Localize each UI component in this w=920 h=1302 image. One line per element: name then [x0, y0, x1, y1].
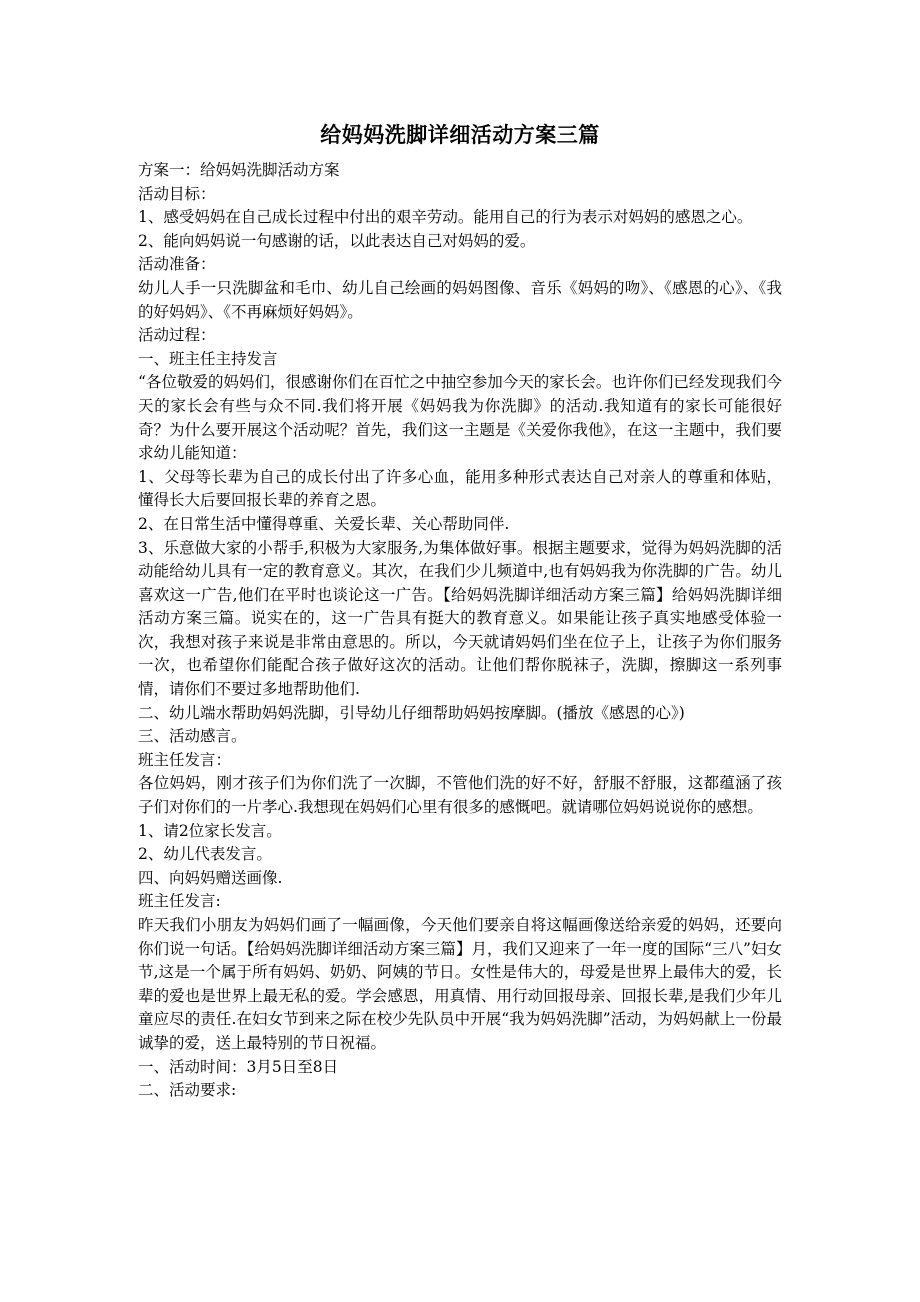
list-item: 1、父母等长辈为自己的成长付出了许多心血，能用多种形式表达自己对亲人的尊重和体贴，懂得长大后要回报长辈的养育之恩。: [138, 467, 782, 510]
document-body: [138, 159, 782, 1103]
process-step-heading: 一、班主任主持发言: [138, 349, 278, 368]
section-label-process: 活动过程：: [138, 326, 216, 345]
section-label-preparation: 活动准备：: [138, 255, 216, 274]
process-step-heading: 四、向妈妈赠送画像.: [138, 868, 283, 887]
speech-paragraph: “各位敬爱的妈妈们，很感谢你们在百忙之中抽空参加今天的家长会。也许你们已经发现我们今天的家长会有些与众不同.我们将开展《妈妈我为你洗脚》的活动.我知道有的家长可能很好奇？为什么要开展这个活动呢？首先，我们这一主题是《关爱你我他》，在这一主题中，我们要求幼儿能知道：: [138, 373, 782, 463]
speech-paragraph: 昨天我们小朋友为妈妈们画了一幅画像，今天他们要亲自将这幅画像送给亲爱的妈妈，还要向你们说一句话。【给妈妈洗脚详细活动方案三篇】月，我们又迎来了一年一度的国际“三八”妇女节,这是一个属于所有妈妈、奶奶、阿姨的节日。女性是伟大的，母爱是世界上最伟大的爱，长辈的爱也是世界上最无私的爱。学会感恩，用真情、用行动回报母亲、回报长辈,是我们少年儿童应尽的责任.在妇女节到来之际在校少先队员中开展“我为妈妈洗脚”活动，为妈妈献上一份最诚挚的爱，送上最特别的节日祝福。: [138, 916, 782, 1052]
speaker-label: 班主任发言：: [138, 750, 232, 769]
process-step-heading: 二、幼儿端水帮助妈妈洗脚，引导幼儿仔细帮助妈妈按摩脚。(播放《感恩的心》): [138, 703, 685, 722]
goal-item: 2、能向妈妈说一句感谢的话，以此表达自己对妈妈的爱。: [138, 231, 536, 250]
list-item: 1、请2位家长发言。: [138, 821, 282, 840]
activity-time: 一、活动时间：3月5日至8日: [138, 1057, 339, 1076]
activity-requirements-heading: 二、活动要求:: [138, 1081, 237, 1100]
speaker-label: 班主任发言:: [138, 892, 221, 911]
section-label-goals: 活动目标：: [138, 184, 216, 203]
list-item: 2、在日常生活中懂得尊重、关爱长辈、关心帮助同伴.: [138, 514, 510, 533]
preparation-text: 幼儿人手一只洗脚盆和毛巾、幼儿自己绘画的妈妈图像、音乐《妈妈的吻》、《感恩的心》、《我的好妈妈》、《不再麻烦好妈妈》。: [138, 278, 782, 321]
list-item: 3、乐意做大家的小帮手,积极为大家服务,为集体做好事。根据主题要求，觉得为妈妈洗脚的活动能给幼儿具有一定的教育意义。其次，在我们少儿频道中,也有妈妈我为你洗脚的广告。幼儿喜欢这一广告,他们在平时也谈论这一广告。【给妈妈洗脚详细活动方案三篇】给妈妈洗脚详细活动方案三篇。说实在的，这一广告具有挺大的教育意义。如果能让孩子真实地感受体验一次，我想对孩子来说是非常由意思的。所以，今天就请妈妈们坐在位子上，让孩子为你们服务一次，也希望你们能配合孩子做好这次的活动。让他们帮你脱袜子，洗脚，擦脚这一系列事情，请你们不要过多地帮助他们.: [138, 538, 782, 699]
speech-paragraph: 各位妈妈，刚才孩子们为你们洗了一次脚，不管他们洗的好不好，舒服不舒服，这都蕴涵了孩子们对你们的一片孝心.我想现在妈妈们心里有很多的感慨吧。就请哪位妈妈说说你的感想。: [138, 774, 782, 817]
document-title: 给妈妈洗脚详细活动方案三篇: [320, 122, 600, 147]
goal-item: 1、感受妈妈在自己成长过程中付出的艰辛劳动。能用自己的行为表示对妈妈的感恩之心。: [138, 208, 753, 227]
list-item: 2、幼儿代表发言。: [138, 845, 272, 864]
scheme-heading: 方案一：给妈妈洗脚活动方案: [138, 161, 340, 179]
process-step-heading: 三、活动感言。: [138, 727, 247, 746]
